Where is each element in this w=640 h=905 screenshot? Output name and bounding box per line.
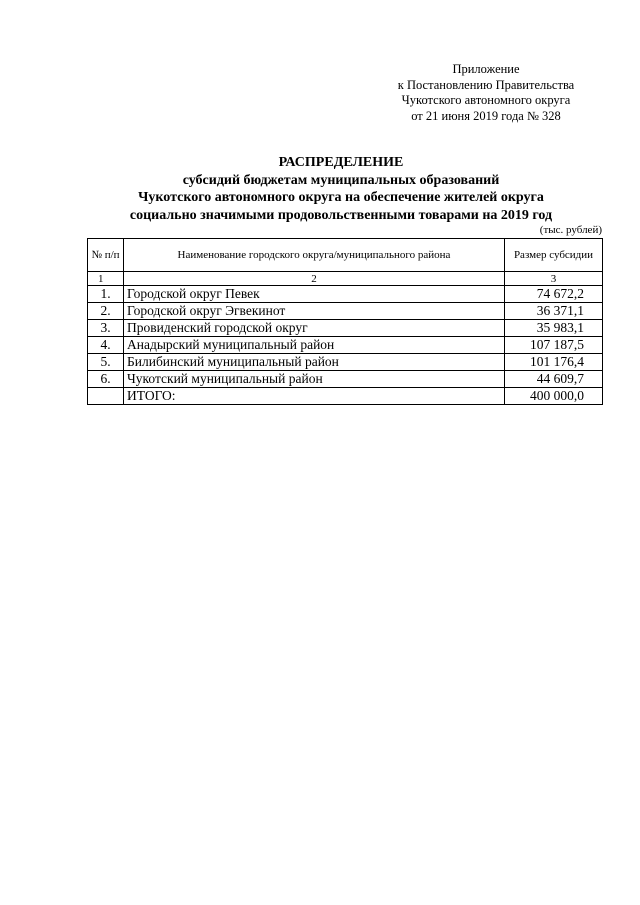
row-amount: 101 176,4 xyxy=(505,354,603,371)
header-name: Наименование городского округа/муниципального района xyxy=(124,239,505,272)
table-row xyxy=(88,286,603,303)
table-row xyxy=(88,371,603,388)
row-num: 5. xyxy=(88,354,124,371)
table-row xyxy=(88,303,603,320)
row-num: 3. xyxy=(88,320,124,337)
document-title xyxy=(80,154,602,224)
header-num: № п/п xyxy=(88,239,124,272)
distribution-table xyxy=(87,238,603,405)
title-line-3: Чукотского автономного округа на обеспечение жителей округа xyxy=(138,190,544,205)
row-name: Анадырский муниципальный район xyxy=(124,337,505,354)
column-number-3: 3 xyxy=(505,272,603,286)
row-name: Провиденский городской округ xyxy=(124,320,505,337)
row-name: Билибинский муниципальный район xyxy=(124,354,505,371)
table-row xyxy=(88,337,603,354)
column-number-row xyxy=(88,272,603,286)
row-name: Чукотский муниципальный район xyxy=(124,371,505,388)
title-line-2: субсидий бюджетам муниципальных образований xyxy=(182,172,500,188)
column-number-1: 1 xyxy=(88,272,124,286)
total-num xyxy=(88,388,124,405)
row-name: Городской округ Певек xyxy=(124,286,505,303)
table-header-row xyxy=(88,239,603,272)
row-name: Городской округ Эгвекинот xyxy=(124,303,505,320)
row-amount: 74 672,2 xyxy=(505,286,603,303)
row-amount: 44 609,7 xyxy=(505,371,603,388)
total-label: ИТОГО: xyxy=(124,388,505,405)
header-amount: Размер субсидии xyxy=(505,239,603,272)
row-num: 6. xyxy=(88,371,124,388)
title-line-1: РАСПРЕДЕЛЕНИЕ xyxy=(278,155,404,170)
total-amount: 400 000,0 xyxy=(505,388,603,405)
table-row xyxy=(88,320,603,337)
appendix-government-line: Чукотского автономного округа xyxy=(401,93,571,107)
appendix-label: Приложение xyxy=(452,62,520,76)
row-amount: 35 983,1 xyxy=(505,320,603,337)
row-amount: 36 371,1 xyxy=(505,303,603,320)
total-row xyxy=(88,388,603,405)
row-num: 2. xyxy=(88,303,124,320)
appendix-header xyxy=(380,62,592,124)
row-amount: 107 187,5 xyxy=(505,337,603,354)
appendix-resolution-line: к Постановлению Правительства xyxy=(397,77,575,92)
row-num: 4. xyxy=(88,337,124,354)
table-row xyxy=(88,354,603,371)
appendix-date-number-line: от 21 июня 2019 года № 328 xyxy=(411,108,561,123)
column-number-2: 2 xyxy=(124,272,505,286)
units-note: (тыс. рублей) xyxy=(539,224,602,236)
title-line-4: социально значимыми продовольственными товарами на 2019 год xyxy=(129,207,553,223)
row-num: 1. xyxy=(88,286,124,303)
